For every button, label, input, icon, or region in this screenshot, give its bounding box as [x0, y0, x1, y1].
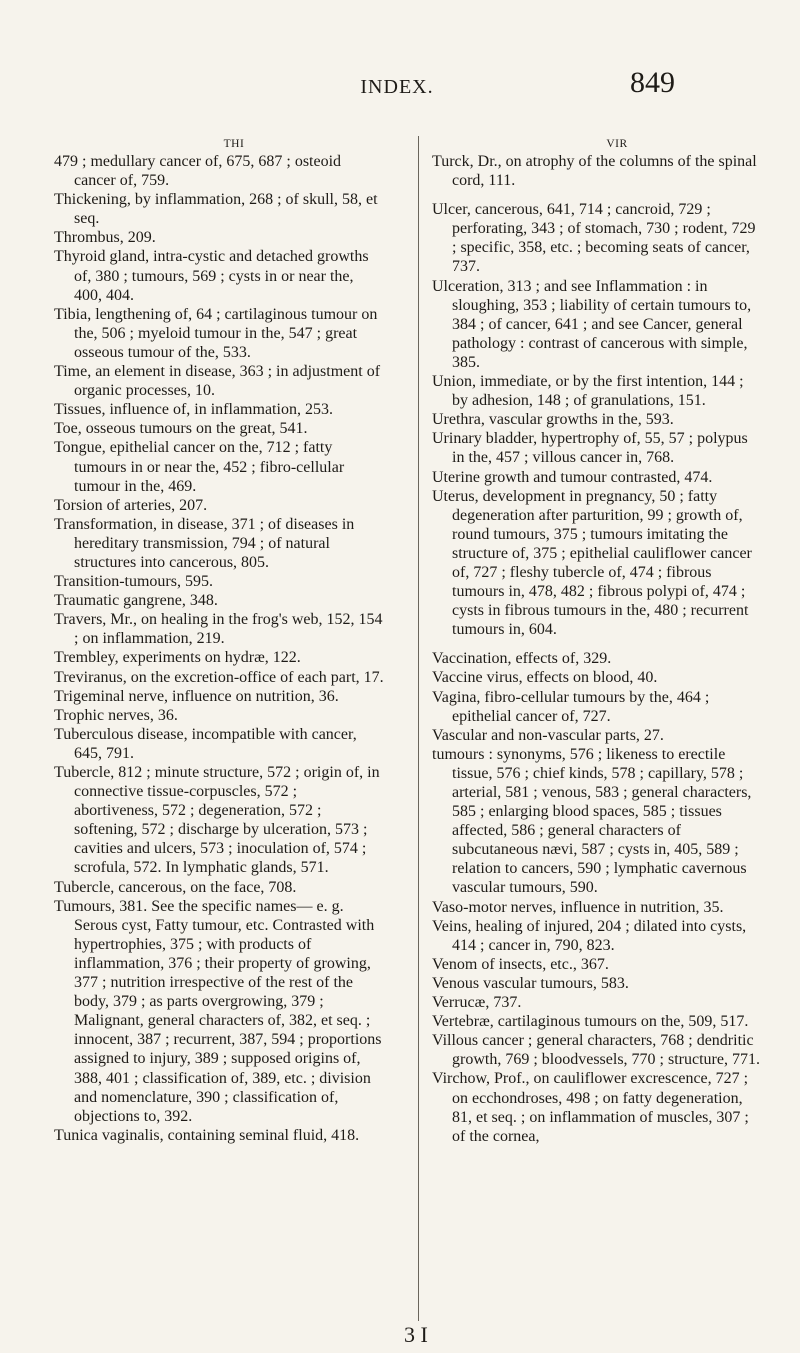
index-entry: Venous vascular tumours, 583.	[432, 974, 629, 992]
index-entry: Tunica vaginalis, containing seminal fluid, 418.	[54, 1126, 360, 1144]
index-entry: Vertebræ, cartilaginous tumours on the, 509, 517.	[432, 1013, 749, 1031]
left-column	[54, 136, 384, 1145]
index-entry: Uterus, development in pregnancy, 50 ; fatty degeneration after parturition, 99 ; growth of, round tumours, 375 ; tumours imitating the structure of, 375 ; epithelial cauliflower cancer of, 727 ; fleshy tubercle of, 474 ; fibrous tumours in, 478, 482 ; fibrous polypi of, 474 ; cysts in fibrous tumours in the, 480 ; recurrent tumours in, 604.	[432, 487, 752, 639]
index-entry: Union, immediate, or by the first intention, 144 ; by adhesion, 148 ; of granulations, 151.	[432, 373, 744, 410]
index-entry: Turck, Dr., on atrophy of the columns of the spinal cord, 111.	[432, 153, 757, 190]
index-entry: Vaccination, effects of, 329.	[432, 650, 612, 668]
index-entry: Treviranus, on the excretion-office of each part, 17.	[54, 668, 384, 686]
index-entry: Urinary bladder, hypertrophy of, 55, 57 ; polypus in the, 457 ; villous cancer in, 768.	[432, 430, 748, 467]
index-entry: Ulcer, cancerous, 641, 714 ; cancroid, 729 ; perforating, 343 ; of stomach, 730 ; rodent, 729 ; specific, 358, etc. ; becoming seats of cancer, 737.	[432, 201, 756, 276]
index-entry: Tibia, lengthening of, 64 ; cartilaginous tumour on the, 506 ; myeloid tumour in the, 547 ; great osseous tumour of the, 533.	[54, 305, 378, 361]
index-entry: Vaccine virus, effects on blood, 40.	[432, 669, 658, 687]
index-entry: Tongue, epithelial cancer on the, 712 ; fatty tumours in or near the, 452 ; fibro-cellular tumour in the, 469.	[54, 439, 345, 495]
index-entry: Thrombus, 209.	[54, 229, 156, 247]
index-entry: Travers, Mr., on healing in the frog's web, 152, 154 ; on inflammation, 219.	[54, 611, 383, 648]
index-entry: 479 ; medullary cancer of, 675, 687 ; osteoid cancer of, 759.	[54, 153, 342, 190]
right-column	[432, 136, 762, 1146]
right-entries	[432, 152, 762, 1146]
letter-group-gap	[432, 639, 762, 649]
index-entry: Trigeminal nerve, influence on nutrition, 36.	[54, 687, 339, 705]
index-entry: Tubercle, cancerous, on the face, 708.	[54, 878, 297, 896]
index-entry: Trophic nerves, 36.	[54, 706, 178, 724]
index-entry: Transition-tumours, 595.	[54, 573, 213, 591]
index-entry: Traumatic gangrene, 348.	[54, 592, 218, 610]
page-number: 849	[630, 66, 675, 99]
letter-group-gap	[432, 190, 762, 200]
index-entry: Torsion of arteries, 207.	[54, 496, 208, 514]
index-entry: Vascular and non-vascular parts, 27.	[432, 726, 664, 744]
running-head	[0, 66, 800, 106]
index-entry: Urethra, vascular growths in the, 593.	[432, 411, 674, 429]
index-entry: Venom of insects, etc., 367.	[432, 955, 609, 973]
signature-mark: 3 I	[404, 1322, 428, 1347]
index-entry: Villous cancer ; general characters, 768 ; dendritic growth, 769 ; bloodvessels, 770 ; structure, 771.	[432, 1032, 760, 1069]
index-entry: Ulceration, 313 ; and see Inflammation : in sloughing, 353 ; liability of certain tumours to, 384 ; of cancer, 641 ; and see Cancer, general pathology : contrast of cancerous with simple, 385.	[432, 277, 752, 371]
index-entry: Tubercle, 812 ; minute structure, 572 ; origin of, in connective tissue-corpuscles, 572 ; abortiveness, 572 ; degeneration, 572 ; softening, 572 ; discharge by ulceration, 573 ; cavities and ulcers, 573 ; inoculation of, 574 ; scrofula, 572. In lymphatic glands, 571.	[54, 764, 380, 877]
index-entry: Thickening, by inflammation, 268 ; of skull, 58, et seq.	[54, 191, 378, 228]
index-entry: Tuberculous disease, incompatible with cancer, 645, 791.	[54, 725, 357, 762]
index-entry: Vaso-motor nerves, influence in nutrition, 35.	[432, 898, 724, 916]
index-entry: tumours : synonyms, 576 ; likeness to erectile tissue, 576 ; chief kinds, 578 ; capillary, 578 ; arterial, 581 ; venous, 583 ; general characters, 585 ; enlarging blood spaces, 585 ; tissues affected, 586 ; general characters of subcutaneous nævi, 587 ; cysts in, 405, 589 ; relation to cancers, 590 ; lymphatic cavernous vascular tumours, 590.	[432, 745, 752, 897]
index-entry: Time, an element in disease, 363 ; in adjustment of organic processes, 10.	[54, 363, 381, 400]
index-entry: Toe, osseous tumours on the great, 541.	[54, 420, 308, 438]
left-column-label: THI	[223, 138, 245, 150]
index-entry: Transformation, in disease, 371 ; of diseases in hereditary transmission, 794 ; of natural structures into cancerous, 805.	[54, 515, 355, 571]
index-entry: Uterine growth and tumour contrasted, 474.	[432, 468, 713, 486]
index-entry: Tissues, influence of, in inflammation, 253.	[54, 401, 333, 419]
index-entry: Tumours, 381. See the specific names— e. g. Serous cyst, Fatty tumour, etc. Contrasted with hypertrophies, 375 ; with products of inflammation, 376 ; their property of growing, 377 ; nutrition irrespective of the rest of the body, 379 ; as parts overgrowing, 379 ; Malignant, general characters of, 382, et seq. ; innocent, 387 ; recurrent, 387, 594 ; proportions assigned to injury, 389 ; supposed origins of, 388, 401 ; classification of, 389, etc. ; division and nomenclature, 390 ; classification of, objections to, 392.	[54, 897, 382, 1125]
index-entry: Veins, healing of injured, 204 ; dilated into cysts, 414 ; cancer in, 790, 823.	[432, 917, 747, 954]
index-entry: Vagina, fibro-cellular tumours by the, 464 ; epithelial cancer of, 727.	[432, 688, 710, 725]
index-entry: Trembley, experiments on hydræ, 122.	[54, 649, 301, 667]
right-column-label: VIR	[606, 138, 628, 150]
index-entry: Virchow, Prof., on cauliflower excrescence, 727 ; on ecchondroses, 498 ; on fatty degeneration, 81, et seq. ; on inflammation of muscles, 307 ; of the cornea,	[432, 1070, 749, 1145]
page-title: INDEX.	[360, 76, 434, 98]
left-entries	[54, 152, 384, 1145]
index-entry: Verrucæ, 737.	[432, 994, 522, 1012]
index-entry: Thyroid gland, intra-cystic and detached growths of, 380 ; tumours, 569 ; cysts in or near the, 400, 404.	[54, 248, 369, 304]
column-divider	[418, 136, 419, 1321]
